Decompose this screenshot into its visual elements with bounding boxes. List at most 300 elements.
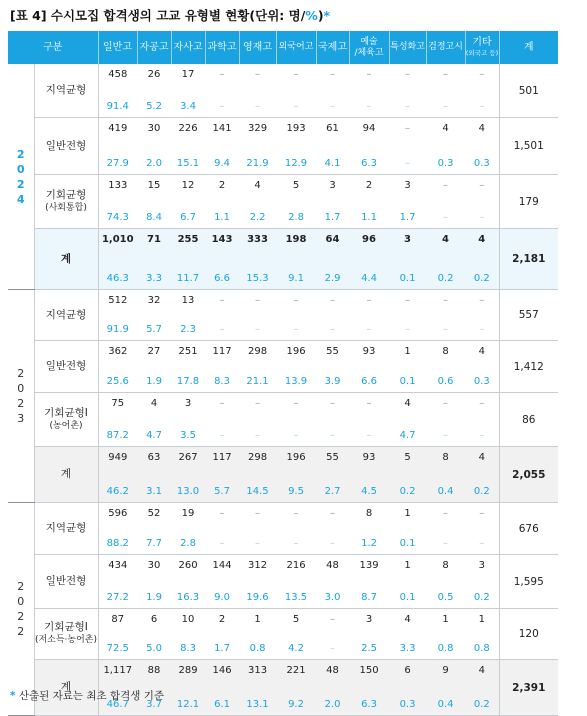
count-value: 2 xyxy=(218,614,226,625)
percent-value: 1.9 xyxy=(146,592,162,603)
count-value: 5 xyxy=(292,180,300,191)
cell-content xyxy=(171,609,205,659)
data-cell xyxy=(316,660,349,716)
data-cell xyxy=(239,290,276,341)
cell-content xyxy=(465,118,499,174)
count-value: – xyxy=(330,398,336,409)
count-value: 1 xyxy=(442,614,449,625)
count-value: 17 xyxy=(181,69,195,80)
count-value: 4 xyxy=(150,398,158,409)
summary-row xyxy=(8,447,558,503)
cell-content xyxy=(205,393,239,446)
percent-value: 4.2 xyxy=(288,643,304,654)
percent-value: – xyxy=(255,324,261,335)
percent-value: – xyxy=(219,430,225,441)
count-value: 6 xyxy=(150,614,158,625)
data-cell xyxy=(98,555,137,609)
count-value: 333 xyxy=(247,234,268,245)
table-row xyxy=(8,64,558,118)
data-cell xyxy=(276,118,316,175)
count-value: 61 xyxy=(326,123,339,134)
percent-value: 91.4 xyxy=(106,101,129,112)
header-col-label: 자사고 xyxy=(173,42,203,53)
count-value: 1 xyxy=(404,560,411,571)
count-value: 2 xyxy=(365,180,373,191)
count-value: 30 xyxy=(147,123,161,134)
data-cell xyxy=(349,503,389,555)
category-sublabel: (저소득·농어촌) xyxy=(34,635,98,645)
percent-value: 2.3 xyxy=(180,324,196,335)
count-value: 55 xyxy=(326,452,339,463)
cell-content xyxy=(171,660,205,715)
category-name: 지역균형 xyxy=(45,522,87,534)
cell-content xyxy=(205,290,239,340)
count-value: 216 xyxy=(286,560,306,571)
percent-value: 3.5 xyxy=(180,430,196,441)
percent-value: 5.0 xyxy=(146,643,162,654)
count-value: 93 xyxy=(362,346,376,357)
year-digit: 2 xyxy=(16,177,25,191)
percent-value: 0.3 xyxy=(437,158,454,169)
data-cell xyxy=(98,64,137,118)
title-suffix: ) xyxy=(317,8,324,23)
data-cell xyxy=(239,341,276,393)
header-col-label: 예술 xyxy=(360,36,378,47)
header-col xyxy=(205,31,239,64)
data-cell xyxy=(389,555,426,609)
count-value: – xyxy=(293,508,299,519)
category-name: 지역균형 xyxy=(45,84,87,96)
data-cell xyxy=(98,229,137,290)
percent-value: 88.2 xyxy=(106,538,129,549)
cell-content xyxy=(205,555,239,608)
header-col-label: 검정고시 xyxy=(428,42,463,52)
cell-content xyxy=(205,341,239,392)
percent-value: 0.2 xyxy=(473,486,490,497)
year-digit: 0 xyxy=(17,382,25,395)
percent-value: 19.6 xyxy=(246,592,269,603)
footnote-star: * xyxy=(10,690,16,702)
cell-content xyxy=(426,118,465,174)
year-digit: 2 xyxy=(17,580,25,593)
data-cell xyxy=(389,290,426,341)
count-value: – xyxy=(255,398,261,409)
count-value: 4 xyxy=(478,452,485,463)
cell-content xyxy=(426,555,465,608)
percent-value: 1.9 xyxy=(146,376,162,387)
cell-content xyxy=(205,660,239,715)
data-cell xyxy=(171,503,205,555)
cell-content xyxy=(276,341,316,392)
cell-content xyxy=(171,64,205,117)
percent-value: 72.5 xyxy=(106,643,129,654)
count-value: 221 xyxy=(286,665,306,676)
data-cell xyxy=(205,175,239,229)
data-cell xyxy=(205,118,239,175)
percent-value: 3.0 xyxy=(324,592,341,603)
count-value: – xyxy=(293,69,299,80)
count-value: – xyxy=(255,69,261,80)
percent-value: 13.1 xyxy=(246,699,269,710)
data-cell xyxy=(137,229,171,290)
cell-content xyxy=(205,229,239,289)
data-cell xyxy=(465,290,499,341)
footnote-text: 산출된 자료는 최초 합격생 기준 xyxy=(18,690,165,702)
data-cell xyxy=(276,660,316,716)
percent-value: – xyxy=(443,212,449,223)
percent-value: – xyxy=(366,101,372,112)
data-cell xyxy=(389,118,426,175)
data-cell xyxy=(171,555,205,609)
percent-value: – xyxy=(479,538,485,549)
category-label xyxy=(34,290,98,341)
percent-value: 0.1 xyxy=(399,538,416,549)
row-total: 676 xyxy=(499,503,558,555)
cell-content xyxy=(239,229,276,289)
count-value: 226 xyxy=(178,123,198,134)
category-name: 계 xyxy=(60,681,72,693)
count-value: 596 xyxy=(108,508,128,519)
data-cell xyxy=(316,503,349,555)
cell-content xyxy=(349,660,389,715)
percent-value: 5.7 xyxy=(146,324,162,335)
category-label xyxy=(34,118,98,175)
percent-value: – xyxy=(479,430,485,441)
percent-value: 9.0 xyxy=(214,592,230,603)
cell-content xyxy=(389,393,426,446)
count-value: 63 xyxy=(147,452,161,463)
count-value: 96 xyxy=(362,234,376,245)
percent-value: 0.4 xyxy=(437,699,454,710)
row-total: 557 xyxy=(499,290,558,341)
cell-content xyxy=(99,290,138,340)
data-cell xyxy=(276,555,316,609)
count-value: 19 xyxy=(181,508,195,519)
count-value: 75 xyxy=(111,398,125,409)
count-value: 144 xyxy=(212,560,232,571)
percent-value: – xyxy=(293,430,299,441)
count-value: 143 xyxy=(211,234,233,245)
percent-value: 5.7 xyxy=(214,486,230,497)
percent-value: 87.2 xyxy=(106,430,129,441)
percent-value: 2.7 xyxy=(324,486,341,497)
percent-value: 25.6 xyxy=(106,376,129,387)
data-cell xyxy=(137,609,171,660)
cell-content xyxy=(389,229,426,289)
percent-value: 91.9 xyxy=(106,324,129,335)
data-cell xyxy=(349,229,389,290)
category-label xyxy=(34,229,98,290)
percent-value: 0.2 xyxy=(473,273,490,284)
data-cell xyxy=(465,503,499,555)
data-cell xyxy=(316,64,349,118)
category-label xyxy=(34,447,98,503)
cell-content xyxy=(389,118,426,174)
cell-content xyxy=(239,555,276,608)
year-digit: 2 xyxy=(17,367,25,380)
data-cell xyxy=(239,64,276,118)
count-value: 13 xyxy=(181,295,195,306)
count-value: – xyxy=(479,295,485,306)
table-row xyxy=(8,503,558,555)
count-value: – xyxy=(479,180,485,191)
cell-content xyxy=(99,447,138,502)
header-group: 구분 xyxy=(8,31,98,64)
data-cell xyxy=(426,229,465,290)
data-cell xyxy=(465,229,499,290)
count-value: 48 xyxy=(326,560,339,571)
count-value: – xyxy=(366,398,372,409)
data-cell xyxy=(426,64,465,118)
category-name: 계 xyxy=(60,468,72,480)
count-value: – xyxy=(366,69,372,80)
percent-value: 9.1 xyxy=(288,273,304,284)
data-cell xyxy=(426,118,465,175)
percent-value: 5.2 xyxy=(146,101,162,112)
count-value: 4 xyxy=(478,665,485,676)
count-value: 251 xyxy=(178,346,198,357)
percent-value: 2.9 xyxy=(324,273,341,284)
cell-content xyxy=(465,229,499,289)
cell-content xyxy=(205,503,239,554)
category-name: 기회균형Ⅰ xyxy=(44,621,88,633)
percent-value: 0.2 xyxy=(473,699,490,710)
year-digit: 2 xyxy=(16,147,25,161)
category-sublabel: (농어촌) xyxy=(49,420,83,431)
percent-value: 12.1 xyxy=(176,699,200,710)
percent-value: 13.5 xyxy=(284,592,308,603)
cell-content xyxy=(239,175,276,228)
count-value: – xyxy=(405,123,411,134)
header-col xyxy=(349,31,389,64)
count-value: 8 xyxy=(442,346,449,357)
cell-content xyxy=(239,64,276,117)
cell-content xyxy=(205,64,239,117)
data-cell xyxy=(171,609,205,660)
percent-value: 27.2 xyxy=(106,592,129,603)
data-cell xyxy=(205,290,239,341)
count-value: 5 xyxy=(292,614,300,625)
cell-content xyxy=(316,555,349,608)
percent-value: 0.8 xyxy=(437,643,454,654)
count-value: 298 xyxy=(247,346,268,357)
percent-value: 15.3 xyxy=(246,273,269,284)
count-value: 133 xyxy=(108,180,128,191)
count-value: – xyxy=(330,614,336,625)
count-value: 3 xyxy=(478,560,485,571)
table-row xyxy=(8,555,558,609)
cell-content xyxy=(389,660,426,715)
cell-content xyxy=(389,447,426,502)
count-value: 4 xyxy=(254,180,261,191)
data-cell xyxy=(316,175,349,229)
count-value: – xyxy=(255,508,261,519)
count-value: – xyxy=(255,295,261,306)
data-cell xyxy=(239,503,276,555)
percent-value: 2.0 xyxy=(146,158,162,169)
cell-content xyxy=(349,555,389,608)
data-cell xyxy=(349,341,389,393)
count-value: 298 xyxy=(247,452,268,463)
data-cell xyxy=(276,503,316,555)
data-cell xyxy=(98,503,137,555)
data-cell xyxy=(426,290,465,341)
percent-value: – xyxy=(479,324,485,335)
cell-content xyxy=(171,447,205,502)
cell-content xyxy=(137,290,171,340)
cell-content xyxy=(99,393,138,446)
category-label xyxy=(34,64,98,118)
count-value: 1 xyxy=(254,614,261,625)
cell-content xyxy=(137,609,171,659)
percent-value: – xyxy=(443,101,449,112)
data-cell xyxy=(137,175,171,229)
count-value: 289 xyxy=(178,665,198,676)
percent-value: 8.3 xyxy=(214,376,230,387)
cell-content xyxy=(349,64,389,117)
count-value: 6 xyxy=(404,665,411,676)
data-cell xyxy=(426,660,465,716)
cell-content xyxy=(465,64,499,117)
cell-content xyxy=(239,447,276,502)
data-cell xyxy=(465,660,499,716)
percent-value: 6.6 xyxy=(361,376,377,387)
cell-content xyxy=(426,229,465,289)
row-total: 501 xyxy=(499,64,558,118)
data-cell xyxy=(316,118,349,175)
count-value: – xyxy=(479,69,485,80)
cell-content xyxy=(316,393,349,446)
category-label xyxy=(34,341,98,393)
count-value: 30 xyxy=(147,560,161,571)
data-cell xyxy=(465,341,499,393)
percent-value: 9.2 xyxy=(288,699,304,710)
data-cell xyxy=(276,447,316,503)
count-value: 139 xyxy=(359,560,379,571)
cell-content xyxy=(171,229,205,289)
percent-value: 2.5 xyxy=(361,643,377,654)
percent-value: 11.7 xyxy=(176,273,200,284)
percent-value: 3.1 xyxy=(146,486,162,497)
percent-value: 46.3 xyxy=(106,273,129,284)
data-cell xyxy=(276,175,316,229)
cell-content xyxy=(205,118,239,174)
count-value: 146 xyxy=(212,665,232,676)
percent-value: – xyxy=(443,324,449,335)
header-col-label: 자공고 xyxy=(139,42,169,53)
count-value: 196 xyxy=(286,452,306,463)
count-value: – xyxy=(330,508,336,519)
percent-value: – xyxy=(330,101,336,112)
cell-content xyxy=(276,64,316,117)
cell-content xyxy=(99,229,138,289)
header-col xyxy=(276,31,316,64)
percent-value: – xyxy=(219,538,225,549)
percent-value: – xyxy=(219,324,225,335)
table-title xyxy=(10,6,330,26)
percent-value: 3.9 xyxy=(324,376,341,387)
count-value: – xyxy=(293,295,299,306)
data-cell xyxy=(171,341,205,393)
category-label xyxy=(34,175,98,229)
count-value: 87 xyxy=(111,614,125,625)
cell-content xyxy=(349,341,389,392)
data-cell xyxy=(349,609,389,660)
header-col-label: 과학고 xyxy=(207,42,237,53)
category-label xyxy=(34,503,98,555)
count-value: 5 xyxy=(404,452,411,463)
data-cell xyxy=(239,175,276,229)
count-value: – xyxy=(443,398,449,409)
percent-value: – xyxy=(330,538,336,549)
cell-content xyxy=(465,393,499,446)
count-value: 1,010 xyxy=(101,234,134,245)
count-value: – xyxy=(219,69,225,80)
percent-value: 8.3 xyxy=(180,643,196,654)
percent-value: 21.9 xyxy=(246,158,269,169)
count-value: 3 xyxy=(404,234,411,245)
cell-content xyxy=(426,341,465,392)
percent-value: 0.2 xyxy=(399,486,416,497)
cell-content xyxy=(99,118,138,174)
cell-content xyxy=(239,660,276,715)
cell-content xyxy=(426,175,465,228)
percent-value: 3.7 xyxy=(146,699,162,710)
count-value: 198 xyxy=(285,234,307,245)
percent-value: 0.4 xyxy=(437,486,454,497)
count-value: – xyxy=(330,69,336,80)
cell-content xyxy=(99,555,138,608)
percent-value: – xyxy=(405,158,411,169)
data-cell xyxy=(205,341,239,393)
data-cell xyxy=(239,118,276,175)
percent-value: – xyxy=(479,101,485,112)
cell-content xyxy=(426,64,465,117)
percent-value: 6.3 xyxy=(361,158,377,169)
percent-value: – xyxy=(293,324,299,335)
count-value: 512 xyxy=(108,295,128,306)
count-value: 255 xyxy=(177,234,199,245)
percent-value: 3.4 xyxy=(180,101,196,112)
data-cell xyxy=(98,341,137,393)
data-cell xyxy=(389,447,426,503)
percent-value: 2.8 xyxy=(288,212,304,223)
count-value: 362 xyxy=(108,346,128,357)
count-value: – xyxy=(443,69,449,80)
header-col xyxy=(389,31,426,64)
count-value: 3 xyxy=(404,180,411,191)
data-cell xyxy=(171,175,205,229)
category-name: 일반전형 xyxy=(45,575,87,587)
percent-value: – xyxy=(479,212,485,223)
percent-value: – xyxy=(293,538,299,549)
percent-value: – xyxy=(366,324,372,335)
count-value: – xyxy=(405,69,411,80)
row-total: 2,181 xyxy=(499,229,558,290)
data-cell xyxy=(389,229,426,290)
percent-value: 27.9 xyxy=(106,158,129,169)
cell-content xyxy=(99,609,138,659)
percent-value: 4.4 xyxy=(361,273,377,284)
data-cell xyxy=(465,393,499,447)
percent-value: 21.1 xyxy=(246,376,269,387)
year-digit: 0 xyxy=(16,162,25,176)
category-label xyxy=(34,393,98,447)
cell-content xyxy=(276,660,316,715)
data-cell xyxy=(426,609,465,660)
data-cell xyxy=(137,393,171,447)
percent-value: 9.4 xyxy=(214,158,230,169)
